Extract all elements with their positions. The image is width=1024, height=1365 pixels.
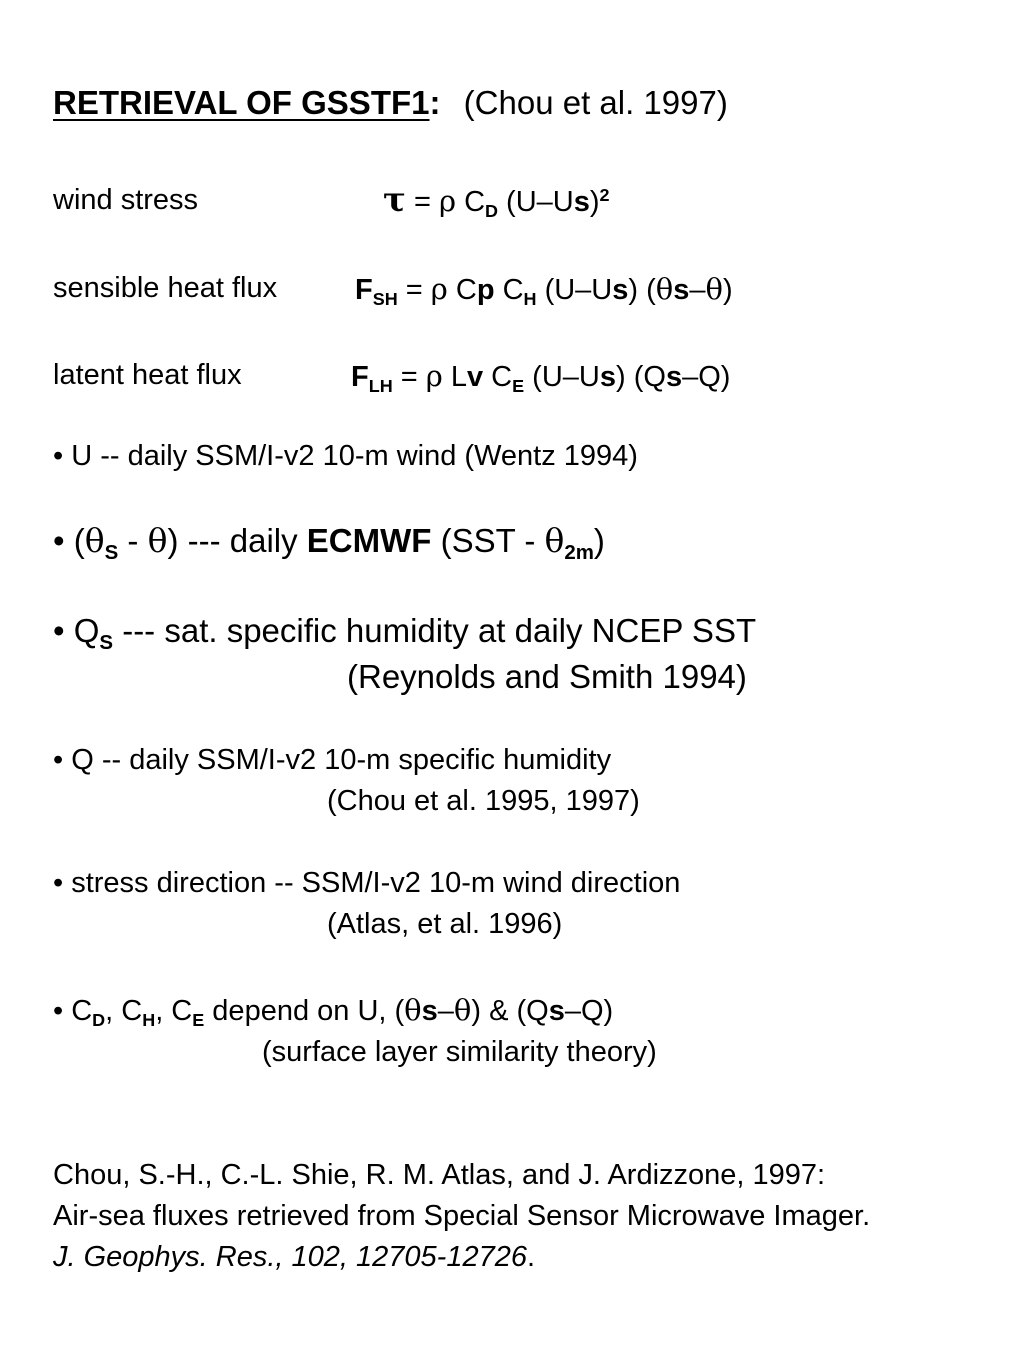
- bullet-coeffs: [53, 993, 614, 1031]
- reference-journal: J. Geophys. Res., 102, 12705-12726: [53, 1241, 527, 1273]
- sensible-cp-p: p: [476, 274, 495, 306]
- coeffs-sub-d: D: [92, 1010, 106, 1031]
- wind-stress-c: C: [456, 186, 486, 218]
- sensible-sub-h: H: [523, 289, 537, 310]
- reference-line-3: [53, 1243, 535, 1272]
- sensible-ch-c: C: [494, 274, 524, 306]
- latent-heat-formula: [351, 359, 731, 397]
- latent-lv-v: v: [466, 361, 484, 393]
- theta-ecmwf: ECMWF: [306, 522, 432, 559]
- bullet-qs: [53, 612, 757, 655]
- latent-f: F: [351, 361, 369, 393]
- theta-dashes: ) --- daily: [167, 522, 307, 559]
- bullet-stress: • stress direction -- SSM/I-v2 10-m wind direction: [53, 867, 681, 899]
- coeffs-rest1: depend on U, (: [204, 995, 405, 1027]
- coeffs-theta2: θ: [453, 993, 472, 1027]
- coeffs-c3: , C: [155, 995, 193, 1027]
- sensible-rho: ρ: [430, 272, 448, 306]
- theta-1: θ: [84, 521, 105, 560]
- latent-sub-e: E: [512, 376, 525, 397]
- latent-close1: ) (Q: [616, 361, 666, 393]
- wind-stress-sup2: 2: [599, 185, 610, 206]
- coeffs-s1: s: [421, 995, 438, 1027]
- theta-open: • (: [53, 522, 85, 559]
- sensible-f: F: [355, 274, 373, 306]
- theta-sst: (SST -: [431, 522, 545, 559]
- wind-stress-eq: =: [405, 186, 439, 218]
- coeffs-c2: , C: [105, 995, 143, 1027]
- tau-symbol: τ: [383, 180, 406, 220]
- wind-stress-s: s: [573, 186, 590, 218]
- page-title: [53, 86, 728, 119]
- bullet-theta: [53, 521, 605, 565]
- sensible-dash: –: [689, 274, 706, 306]
- sensible-s1: s: [612, 274, 629, 306]
- latent-paren1: (U–U: [524, 361, 600, 393]
- theta-sub-2m: 2m: [564, 541, 594, 565]
- latent-tail: –Q): [682, 361, 731, 393]
- sensible-close1: ) (: [628, 274, 656, 306]
- wind-stress-paren: (U–U: [498, 186, 574, 218]
- coeffs-rest2: ) & (Q: [471, 995, 549, 1027]
- bullet-q-citation: (Chou et al. 1995, 1997): [327, 785, 640, 817]
- latent-eq: =: [392, 361, 426, 393]
- qs-sub-s: S: [99, 631, 114, 655]
- wind-stress-sub-d: D: [485, 201, 498, 222]
- sensible-heat-label: sensible heat flux: [53, 272, 278, 304]
- sensible-paren1: (U–U: [536, 274, 613, 306]
- wind-stress-label: wind stress: [53, 184, 199, 216]
- coeffs-c1: • C: [53, 995, 93, 1027]
- title-heading: RETRIEVAL OF GSSTF1: [53, 84, 430, 121]
- latent-sub-lh: LH: [368, 376, 393, 397]
- wind-stress-close: ): [589, 186, 600, 218]
- qs-open: • Q: [53, 612, 100, 649]
- bullet-coeffs-note: (surface layer similarity theory): [262, 1036, 657, 1068]
- sensible-eq: =: [397, 274, 431, 306]
- latent-lv-l: L: [442, 361, 467, 393]
- sensible-s2: s: [673, 274, 690, 306]
- sensible-heat-formula: [355, 272, 733, 310]
- coeffs-s2: s: [548, 995, 565, 1027]
- sensible-close2: ): [722, 274, 733, 306]
- coeffs-sub-e: E: [192, 1010, 205, 1031]
- theta-3: θ: [544, 521, 565, 560]
- sensible-theta2: θ: [705, 272, 723, 306]
- latent-heat-label: latent heat flux: [53, 359, 242, 391]
- sensible-heat-row: [53, 272, 953, 312]
- title-colon: :: [429, 84, 441, 121]
- bullet-u: • U -- daily SSM/I-v2 10-m wind (Wentz 1994): [53, 440, 638, 472]
- sensible-sub-sh: SH: [372, 289, 398, 310]
- sensible-cp-c: C: [447, 274, 477, 306]
- coeffs-tail: –Q): [564, 995, 614, 1027]
- bullet-stress-citation: (Atlas, et al. 1996): [327, 908, 563, 940]
- coeffs-dash: –: [437, 995, 454, 1027]
- latent-ce-c: C: [483, 361, 513, 393]
- bullet-qs-citation: (Reynolds and Smith 1994): [347, 658, 747, 695]
- coeffs-sub-h: H: [142, 1010, 156, 1031]
- latent-rho: ρ: [425, 359, 443, 393]
- latent-heat-row: [53, 359, 953, 399]
- reference-line-2: Air-sea fluxes retrieved from Special Sensor Microwave Imager.: [53, 1200, 871, 1232]
- latent-s1: s: [599, 361, 616, 393]
- title-citation: (Chou et al. 1997): [463, 84, 728, 121]
- latent-s2: s: [665, 361, 683, 393]
- qs-rest: --- sat. specific humidity at daily NCEP SST: [113, 612, 757, 649]
- wind-stress-row: [53, 180, 953, 224]
- theta-mid: -: [118, 522, 148, 559]
- reference-period: .: [526, 1241, 536, 1273]
- theta-sub-s: S: [104, 541, 119, 565]
- coeffs-theta1: θ: [404, 993, 422, 1027]
- rho-symbol: ρ: [438, 184, 457, 218]
- sensible-theta1: θ: [655, 272, 674, 306]
- reference-line-1: Chou, S.-H., C.-L. Shie, R. M. Atlas, and J. Ardizzone, 1997:: [53, 1159, 826, 1191]
- wind-stress-formula: [383, 180, 610, 220]
- theta-close: ): [593, 522, 605, 559]
- theta-2: θ: [147, 521, 168, 560]
- bullet-q: • Q -- daily SSM/I-v2 10-m specific humidity: [53, 744, 612, 776]
